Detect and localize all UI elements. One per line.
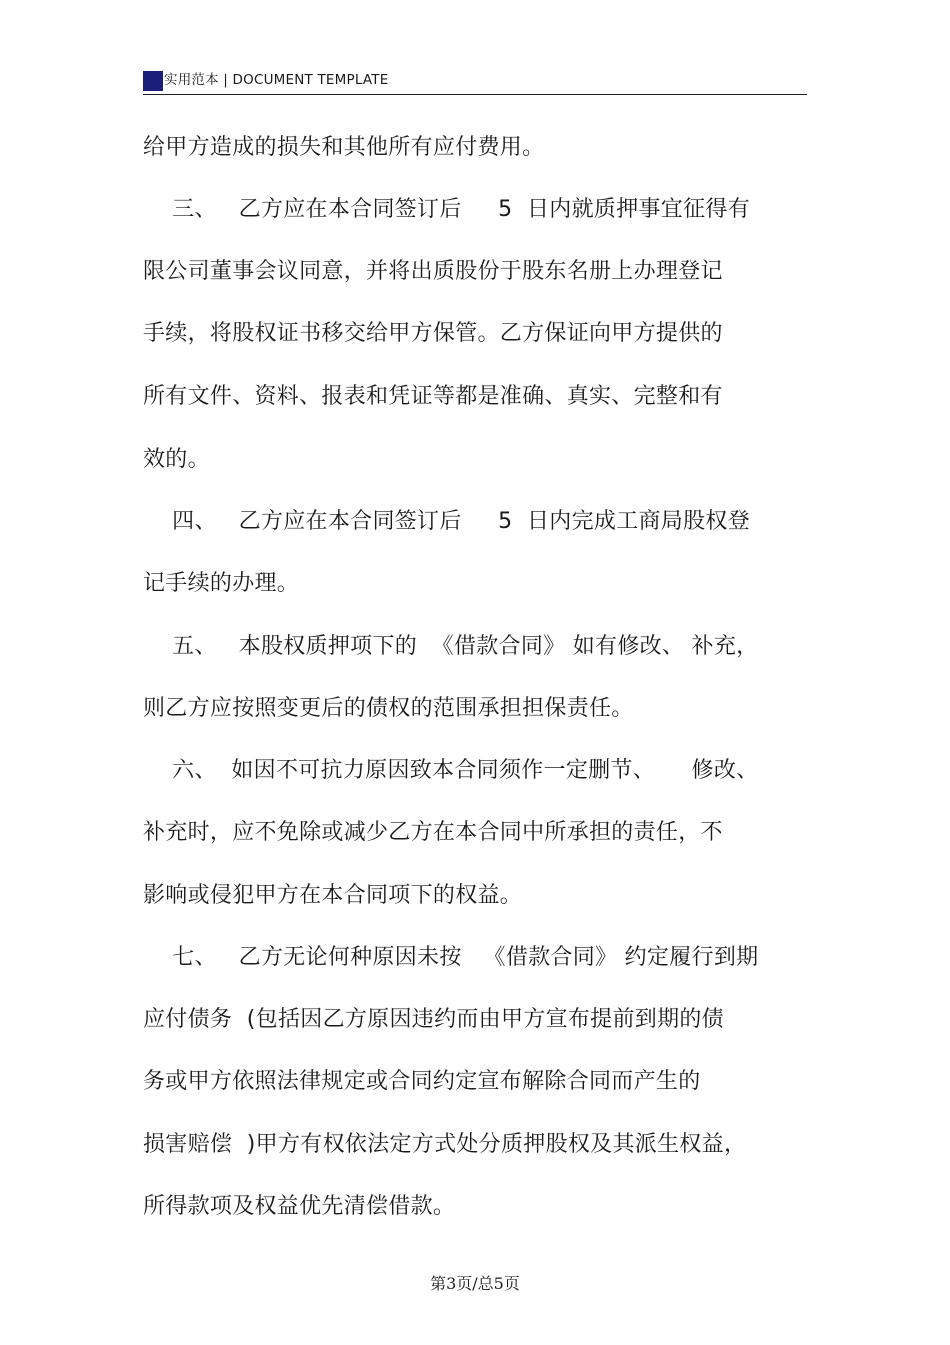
text-line: 应付债务 (包括因乙方原因违约而由甲方宣布提前到期的债: [143, 1007, 724, 1032]
page-number: 第3页/总5页: [430, 1274, 520, 1293]
header-logo-mark: [143, 71, 163, 91]
text-line: 四、 乙方应在本合同签订后 5 日内完成工商局股权登: [143, 509, 751, 534]
text-line: 所有文件、资料、报表和凭证等都是准确、真实、完整和有: [143, 384, 723, 409]
text-line: 限公司董事会议同意，并将出质股份于股东名册上办理登记: [143, 259, 723, 284]
text-line: 给甲方造成的损失和其他所有应付费用。: [143, 135, 545, 160]
text-line: 七、 乙方无论何种原因未按 《借款合同》 约定履行到期: [143, 945, 759, 970]
text-line: 则乙方应按照变更后的债权的范围承担担保责任。: [143, 696, 634, 721]
text-line: 五、 本股权质押项下的 《借款合同》 如有修改、 补充，: [143, 634, 759, 659]
header-title: 实用范本 | DOCUMENT TEMPLATE: [164, 72, 389, 88]
text-line: 六、 如因不可抗力原因致本合同须作一定删节、 修改、: [143, 758, 759, 783]
text-line: 补充时，应不免除或减少乙方在本合同中所承担的责任，不: [143, 820, 723, 845]
text-line: 所得款项及权益优先清偿借款。: [143, 1194, 456, 1219]
text-line: 务或甲方依照法律规定或合同约定宣布解除合同而产生的: [143, 1069, 701, 1094]
text-line: 记手续的办理。: [143, 571, 300, 596]
text-line: 手续，将股权证书移交给甲方保管。乙方保证向甲方提供的: [143, 321, 723, 346]
text-line: 效的。: [143, 447, 210, 472]
text-line: 损害赔偿 )甲方有权依法定方式处分质押股权及其派生权益，: [143, 1132, 747, 1157]
text-line: 三、 乙方应在本合同签订后 5 日内就质押事宜征得有: [143, 197, 751, 222]
page-header: [143, 68, 807, 95]
text-line: 影响或侵犯甲方在本合同项下的权益。: [143, 883, 523, 908]
